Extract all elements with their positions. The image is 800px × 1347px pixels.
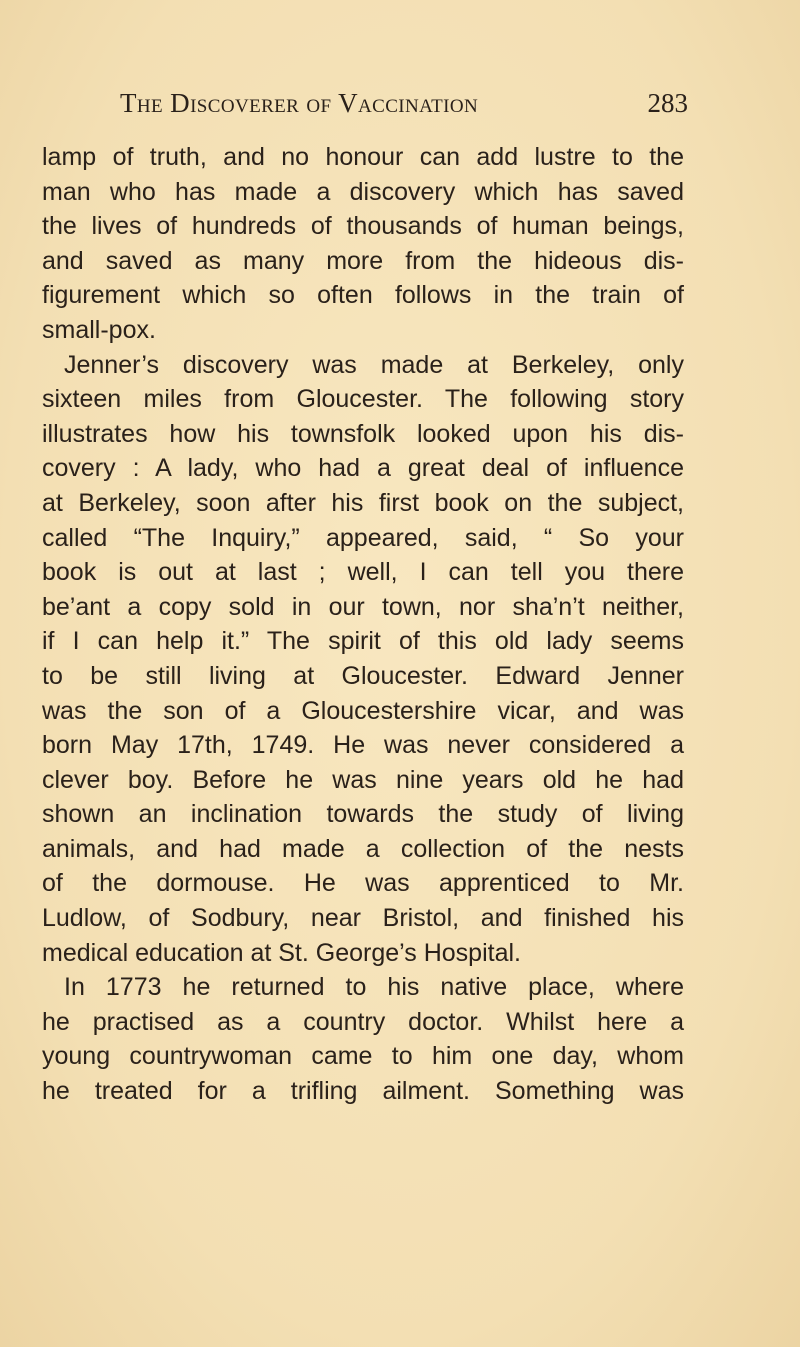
text-line: covery : A lady, who had a great deal of influence	[42, 454, 684, 483]
text-line: born May 17th, 1749. He was never considered a	[42, 731, 684, 760]
page-number: 283	[647, 88, 688, 118]
body-text	[42, 140, 684, 1109]
text-line: man who has made a discovery which has saved	[42, 177, 684, 206]
text-line: illustrates how his townsfolk looked upon his dis-	[42, 419, 684, 448]
text-line: the lives of hundreds of thousands of human beings,	[42, 212, 684, 241]
text-line: shown an inclination towards the study of living	[42, 800, 684, 829]
text-line: he practised as a country doctor. Whilst here a	[42, 1007, 684, 1036]
text-line: Jenner’s discovery was made at Berkeley, only	[64, 350, 684, 379]
text-line: at Berkeley, soon after his first book on the subject,	[42, 488, 684, 517]
text-line: animals, and had made a collection of the nests	[42, 834, 684, 863]
text-line: sixteen miles from Gloucester. The following story	[42, 385, 684, 414]
text-line: be’ant a copy sold in our town, nor sha’n’t neither,	[42, 592, 684, 621]
text-line: to be still living at Gloucester. Edward Jenner	[42, 661, 684, 690]
text-line: called “The Inquiry,” appeared, said, “ So your	[42, 523, 684, 552]
text-line: clever boy. Before he was nine years old he had	[42, 765, 684, 794]
text-line: and saved as many more from the hideous dis-	[42, 246, 684, 275]
text-line: of the dormouse. He was apprenticed to Mr.	[42, 869, 684, 898]
text-line: was the son of a Gloucestershire vicar, and was	[42, 696, 684, 725]
text-line: if I can help it.” The spirit of this old lady seems	[42, 627, 684, 656]
text-line: In 1773 he returned to his native place, where	[64, 973, 684, 1002]
text-line: book is out at last ; well, I can tell you there	[42, 558, 684, 587]
text-line: medical education at St. George’s Hospital.	[42, 938, 521, 967]
text-line: figurement which so often follows in the train of	[42, 281, 684, 310]
text-line: small-pox.	[42, 315, 156, 344]
running-title: The Discoverer of Vaccination	[120, 88, 479, 118]
text-line: lamp of truth, and no honour can add lustre to the	[42, 143, 684, 171]
text-line: he treated for a trifling ailment. Something was	[42, 1077, 684, 1106]
text-line: young countrywoman came to him one day, whom	[42, 1042, 684, 1071]
running-head	[120, 88, 688, 128]
text-line: Ludlow, of Sodbury, near Bristol, and finished his	[42, 904, 684, 933]
